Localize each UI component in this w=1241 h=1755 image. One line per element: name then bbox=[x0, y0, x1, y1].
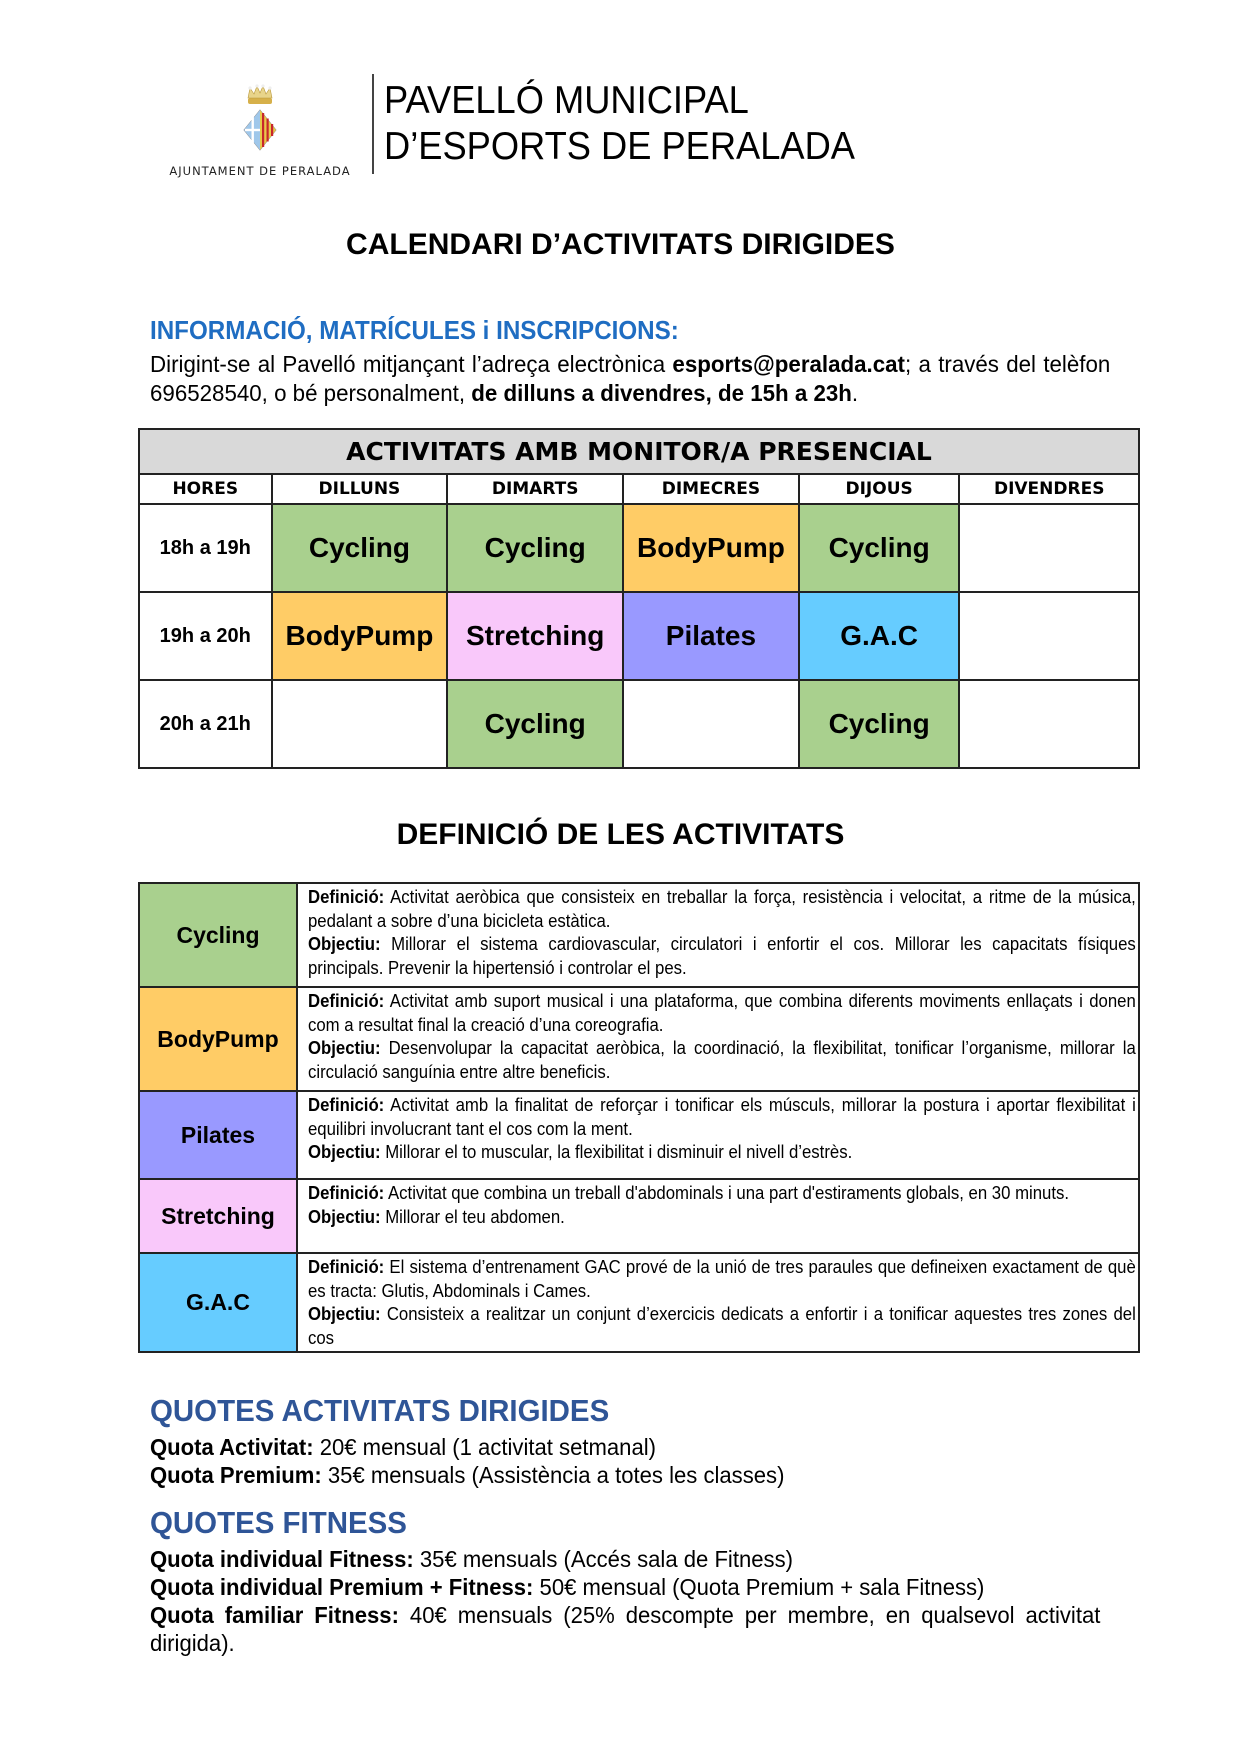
schedule-table bbox=[138, 428, 1140, 769]
quota-text: 20€ mensual (1 activitat setmanal) bbox=[313, 1434, 656, 1460]
info-heading: INFORMACIÓ, MATRÍCULES i INSCRIPCIONS: bbox=[150, 315, 679, 345]
facility-title bbox=[384, 78, 855, 170]
quota-item bbox=[150, 1461, 1100, 1489]
fitness-quotes-heading: QUOTES FITNESS bbox=[150, 1505, 407, 1540]
facility-title-line1: PAVELLÓ MUNICIPAL bbox=[384, 79, 749, 122]
column-header: HORES bbox=[139, 474, 272, 504]
objective-text: Desenvolupar la capacitat aeròbica, la coordinació, la flexibilitat, tonificar l’organisme, millorar la circulació sanguínia entre altre beneficis. bbox=[308, 1038, 1136, 1082]
quota-label: Quota individual Fitness: bbox=[150, 1546, 414, 1572]
schedule-title-row bbox=[139, 429, 1139, 474]
activity-cell: BodyPump bbox=[623, 504, 799, 592]
column-header: DIJOUS bbox=[799, 474, 960, 504]
definition-text: El sistema d’entrenament GAC prové de la unió de tres paraules que defineixen exactament de què es tracta: Glutis, Abdominals i Cames. bbox=[308, 1257, 1136, 1301]
column-header: DILLUNS bbox=[272, 474, 448, 504]
definition-row bbox=[139, 987, 1139, 1091]
activity-cell bbox=[272, 680, 448, 768]
definition-label: Definició: bbox=[308, 1095, 385, 1115]
column-header: DIMECRES bbox=[623, 474, 799, 504]
opening-hours: de dilluns a divendres, de 15h a 23h bbox=[471, 380, 852, 406]
definition-row bbox=[139, 883, 1139, 987]
schedule-row bbox=[139, 504, 1139, 592]
quota-text: 40€ mensuals (25% descompte per membre, en qualsevol activitat dirigida). bbox=[150, 1602, 1101, 1656]
definition-text: Activitat amb la finalitat de reforçar i tonificar els músculs, millorar la postura i aportar flexibilitat i equilibri involucrant tant el cos com la ment. bbox=[308, 1095, 1136, 1139]
definitions-title: DEFINICIÓ DE LES ACTIVITATS bbox=[396, 818, 845, 851]
activity-description bbox=[297, 1179, 1139, 1253]
objective-label: Objectiu: bbox=[308, 1304, 381, 1324]
activity-name: BodyPump bbox=[139, 987, 297, 1091]
quota-label: Quota Premium: bbox=[150, 1462, 322, 1488]
hour-cell: 19h a 20h bbox=[139, 592, 272, 680]
hour-cell: 18h a 19h bbox=[139, 504, 272, 592]
definition-text: Activitat aeròbica que consisteix en treballar la força, resistència i velocitat, a ritme de la música, pedalant a sobre d’una bicicleta estàtica. bbox=[308, 887, 1136, 931]
activity-name: Pilates bbox=[139, 1091, 297, 1179]
schedule-row bbox=[139, 592, 1139, 680]
info-text-part1: Dirigint-se al Pavelló mitjançant l’adreça electrònica bbox=[150, 351, 673, 377]
column-header: DIVENDRES bbox=[959, 474, 1139, 504]
activity-cell: Cycling bbox=[272, 504, 448, 592]
quota-label: Quota Activitat: bbox=[150, 1434, 314, 1460]
definition-label: Definició: bbox=[308, 1257, 385, 1277]
activity-description bbox=[297, 987, 1139, 1091]
municipal-logo bbox=[160, 80, 360, 180]
definitions-table bbox=[138, 882, 1140, 1353]
info-text-part3: . bbox=[851, 380, 859, 406]
quota-text: 35€ mensuals (Assistència a totes les classes) bbox=[321, 1462, 785, 1488]
definition-label: Definició: bbox=[308, 1183, 385, 1203]
activity-cell bbox=[959, 592, 1139, 680]
objective-label: Objectiu: bbox=[308, 1206, 381, 1227]
activity-description bbox=[297, 1253, 1139, 1352]
activity-cell: Cycling bbox=[447, 504, 623, 592]
activity-cell: G.A.C bbox=[799, 592, 960, 680]
objective-text: Millorar el to muscular, la flexibilitat i disminuir el nivell d’estrès. bbox=[380, 1142, 853, 1162]
logo-caption: AJUNTAMENT DE PERALADA bbox=[169, 164, 351, 178]
activity-name: Stretching bbox=[139, 1179, 297, 1253]
definition-row bbox=[139, 1091, 1139, 1179]
objective-text: Consisteix a realitzar un conjunt d’exercicis dedicats a enfortir i a tonificar aquestes tres zones del cos bbox=[308, 1304, 1136, 1348]
quota-text: 50€ mensual (Quota Premium + sala Fitness) bbox=[533, 1574, 985, 1600]
quota-label: Quota familiar Fitness: bbox=[150, 1602, 399, 1628]
quota-item bbox=[150, 1601, 1100, 1657]
coat-of-arms-icon bbox=[240, 80, 280, 160]
activity-cell: Cycling bbox=[799, 680, 960, 768]
objective-text: Millorar el sistema cardiovascular, circulatori i enfortir el cos. Millorar les capacitats físiques principals. Prevenir la hipertensió i controlar el pes. bbox=[308, 934, 1136, 978]
hour-cell: 20h a 21h bbox=[139, 680, 272, 768]
activity-cell: Cycling bbox=[447, 680, 623, 768]
activity-cell bbox=[959, 504, 1139, 592]
quota-item bbox=[150, 1545, 1100, 1573]
quota-label: Quota individual Premium + Fitness: bbox=[150, 1574, 534, 1600]
objective-label: Objectiu: bbox=[308, 1038, 381, 1058]
schedule-header-row bbox=[139, 474, 1139, 504]
activity-description bbox=[297, 1091, 1139, 1179]
activity-cell: Cycling bbox=[799, 504, 960, 592]
definition-label: Definició: bbox=[308, 991, 385, 1011]
definition-row bbox=[139, 1253, 1139, 1352]
definition-text: Activitat amb suport musical i una plataforma, que combina diferents moviments enllaçats i donen com a resultat final la creació d’una coreografia. bbox=[308, 991, 1136, 1035]
info-text-part2: ; a través del telèfon 696528540, o bé personalment, bbox=[150, 351, 1111, 406]
activity-cell bbox=[959, 680, 1139, 768]
activity-description bbox=[297, 883, 1139, 987]
objective-label: Objectiu: bbox=[308, 934, 381, 954]
schedule-title: ACTIVITATS AMB MONITOR/A PRESENCIAL bbox=[139, 429, 1139, 474]
schedule-row bbox=[139, 680, 1139, 768]
activity-cell bbox=[623, 680, 799, 768]
quota-text: 35€ mensuals (Accés sala de Fitness) bbox=[413, 1546, 793, 1572]
info-text bbox=[150, 350, 1110, 408]
page-header bbox=[150, 72, 950, 182]
activity-name: G.A.C bbox=[139, 1253, 297, 1352]
activities-quotes-heading: QUOTES ACTIVITATS DIRIGIDES bbox=[150, 1393, 610, 1428]
facility-title-line2: D’ESPORTS DE PERALADA bbox=[384, 125, 855, 168]
definition-label: Definició: bbox=[308, 887, 385, 907]
quota-item bbox=[150, 1433, 1100, 1461]
activity-cell: BodyPump bbox=[272, 592, 448, 680]
definition-text: Activitat que combina un treball d'abdominals i una part d'estiraments globals, en 30 minuts. bbox=[384, 1183, 1070, 1203]
quota-item bbox=[150, 1573, 1100, 1601]
definition-row bbox=[139, 1179, 1139, 1253]
activity-cell: Pilates bbox=[623, 592, 799, 680]
column-header: DIMARTS bbox=[447, 474, 623, 504]
activity-name: Cycling bbox=[139, 883, 297, 987]
page-title: CALENDARI D’ACTIVITATS DIRIGIDES bbox=[346, 228, 895, 261]
contact-email[interactable]: esports@peralada.cat bbox=[672, 351, 905, 377]
header-divider bbox=[372, 74, 374, 174]
objective-label: Objectiu: bbox=[308, 1142, 381, 1162]
activity-cell: Stretching bbox=[447, 592, 623, 680]
objective-text: Millorar el teu abdomen. bbox=[380, 1206, 565, 1227]
